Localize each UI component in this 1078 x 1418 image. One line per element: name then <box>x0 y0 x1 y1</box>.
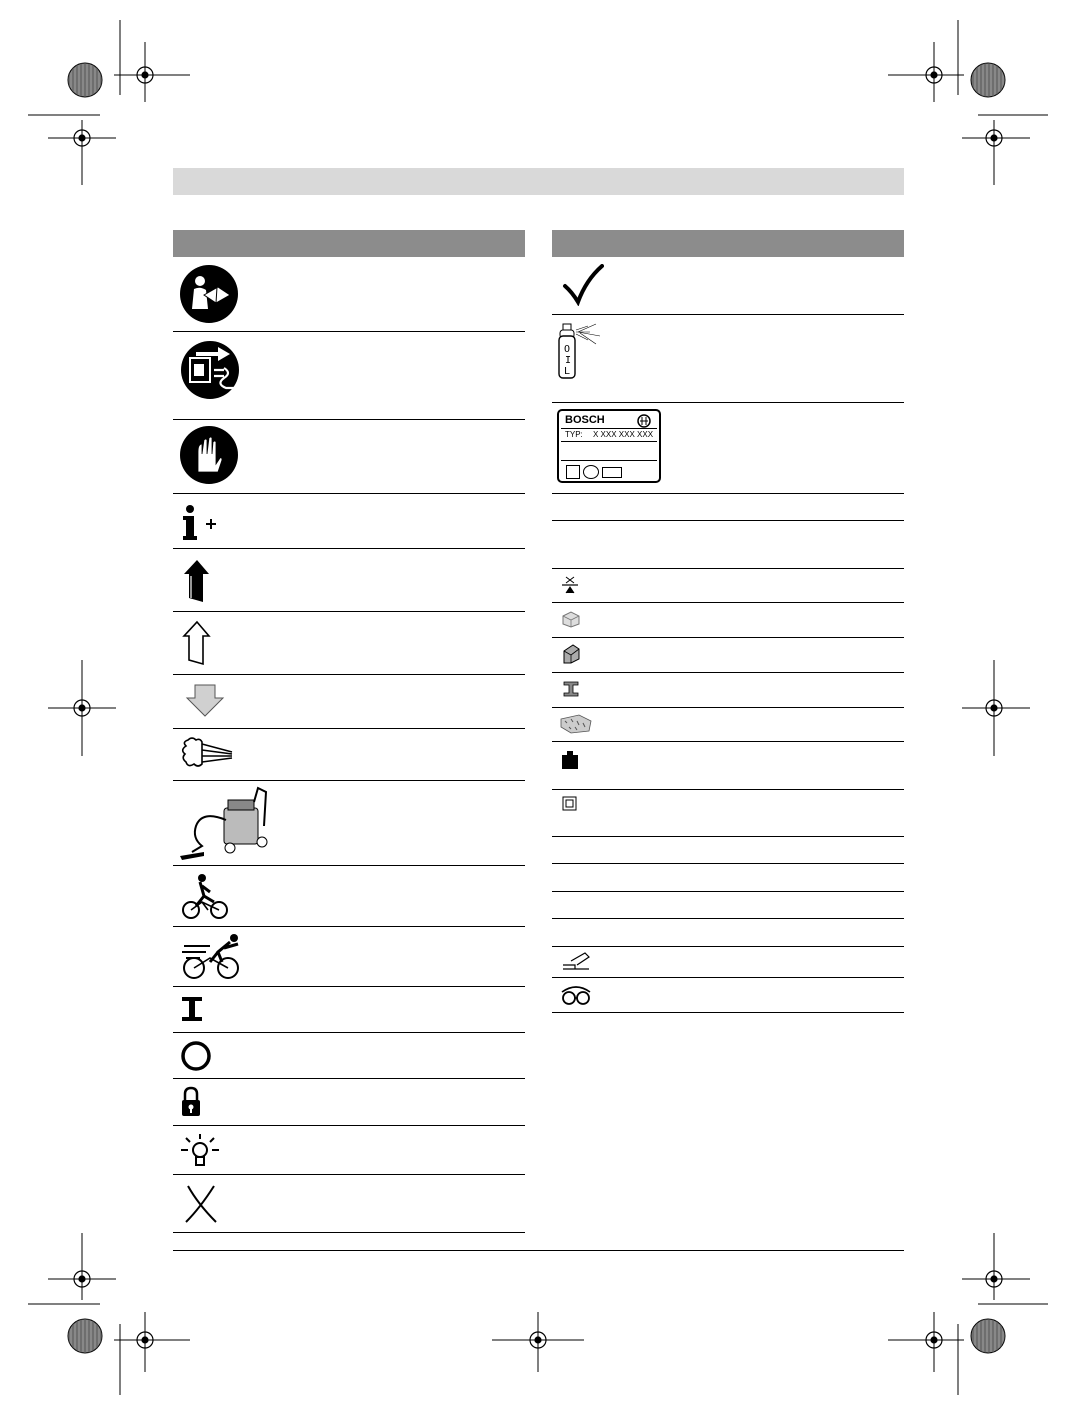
row-divider <box>552 1012 904 1013</box>
row-divider <box>552 789 904 790</box>
off-icon <box>180 1040 214 1074</box>
svg-text:L: L <box>564 366 571 377</box>
cyclist-icon <box>180 872 230 920</box>
read-manual-icon <box>180 265 238 323</box>
dust-blow-icon <box>180 736 236 772</box>
on-icon <box>180 996 206 1024</box>
unplug-icon <box>180 340 240 400</box>
rating-plate-type-label: TYP: <box>565 430 583 439</box>
plate-divider <box>561 428 657 429</box>
row-divider <box>173 780 525 781</box>
metal-sheet-icon <box>561 643 581 665</box>
row-divider <box>552 314 904 315</box>
row-divider <box>173 331 525 332</box>
arrow-up-filled-icon <box>181 558 213 604</box>
bosch-logo-icon <box>637 414 651 428</box>
row-divider <box>552 863 904 864</box>
rating-plate-type-number: X XXX XXX XXX <box>593 430 654 439</box>
footer-rule <box>173 1250 904 1251</box>
row-divider <box>552 493 904 494</box>
row-divider <box>173 1125 525 1126</box>
vacuum-cleaner-icon <box>178 786 270 862</box>
lock-icon <box>180 1086 204 1120</box>
row-divider <box>552 741 904 742</box>
left-table-header <box>173 230 525 257</box>
row-divider <box>173 419 525 420</box>
cutting-icon <box>561 951 591 973</box>
rating-plate-brand: BOSCH <box>565 414 605 426</box>
row-divider <box>173 548 525 549</box>
row-divider <box>173 611 525 612</box>
row-divider <box>552 836 904 837</box>
protection-class-icon <box>562 796 578 812</box>
row-divider <box>173 865 525 866</box>
svg-text:I: I <box>565 355 572 366</box>
rating-plate-icon <box>557 409 661 483</box>
row-divider <box>173 728 525 729</box>
plate-divider <box>561 460 657 461</box>
cutting-height-icon <box>561 575 579 595</box>
row-divider <box>552 672 904 673</box>
cyclist-fast-icon <box>180 932 248 980</box>
row-divider <box>552 637 904 638</box>
row-divider <box>552 918 904 919</box>
row-divider <box>173 1078 525 1079</box>
row-divider <box>552 568 904 569</box>
stone-icon <box>559 713 593 735</box>
row-divider <box>173 674 525 675</box>
row-divider <box>552 602 904 603</box>
oil-spray-icon <box>556 322 608 382</box>
row-divider <box>552 977 904 978</box>
row-divider <box>552 946 904 947</box>
svg-text:O: O <box>564 344 571 355</box>
row-divider <box>173 1232 525 1233</box>
arrow-down-icon <box>185 684 225 718</box>
arrow-up-outline-icon <box>181 620 213 666</box>
checkmark-icon <box>562 264 604 306</box>
wood-icon <box>561 610 581 628</box>
row-divider <box>173 986 525 987</box>
row-divider <box>173 493 525 494</box>
plate-divider <box>561 441 657 442</box>
row-divider <box>552 402 904 403</box>
plate-rect-mark <box>602 467 622 478</box>
row-divider <box>173 926 525 927</box>
gloves-icon <box>180 426 238 484</box>
row-divider <box>173 1174 525 1175</box>
row-divider <box>552 520 904 521</box>
page-header-bar <box>173 168 904 195</box>
weight-icon <box>561 750 579 770</box>
right-table-header <box>552 230 904 257</box>
row-divider <box>173 1032 525 1033</box>
info-plus-icon <box>180 504 220 544</box>
steel-profile-icon <box>561 679 581 699</box>
plate-round-mark <box>583 465 599 479</box>
lamp-icon <box>180 1132 222 1172</box>
row-divider <box>552 707 904 708</box>
safety-glasses-icon <box>560 984 592 1006</box>
row-divider <box>552 891 904 892</box>
plate-square-mark <box>566 465 580 479</box>
cross-icon <box>182 1184 220 1224</box>
